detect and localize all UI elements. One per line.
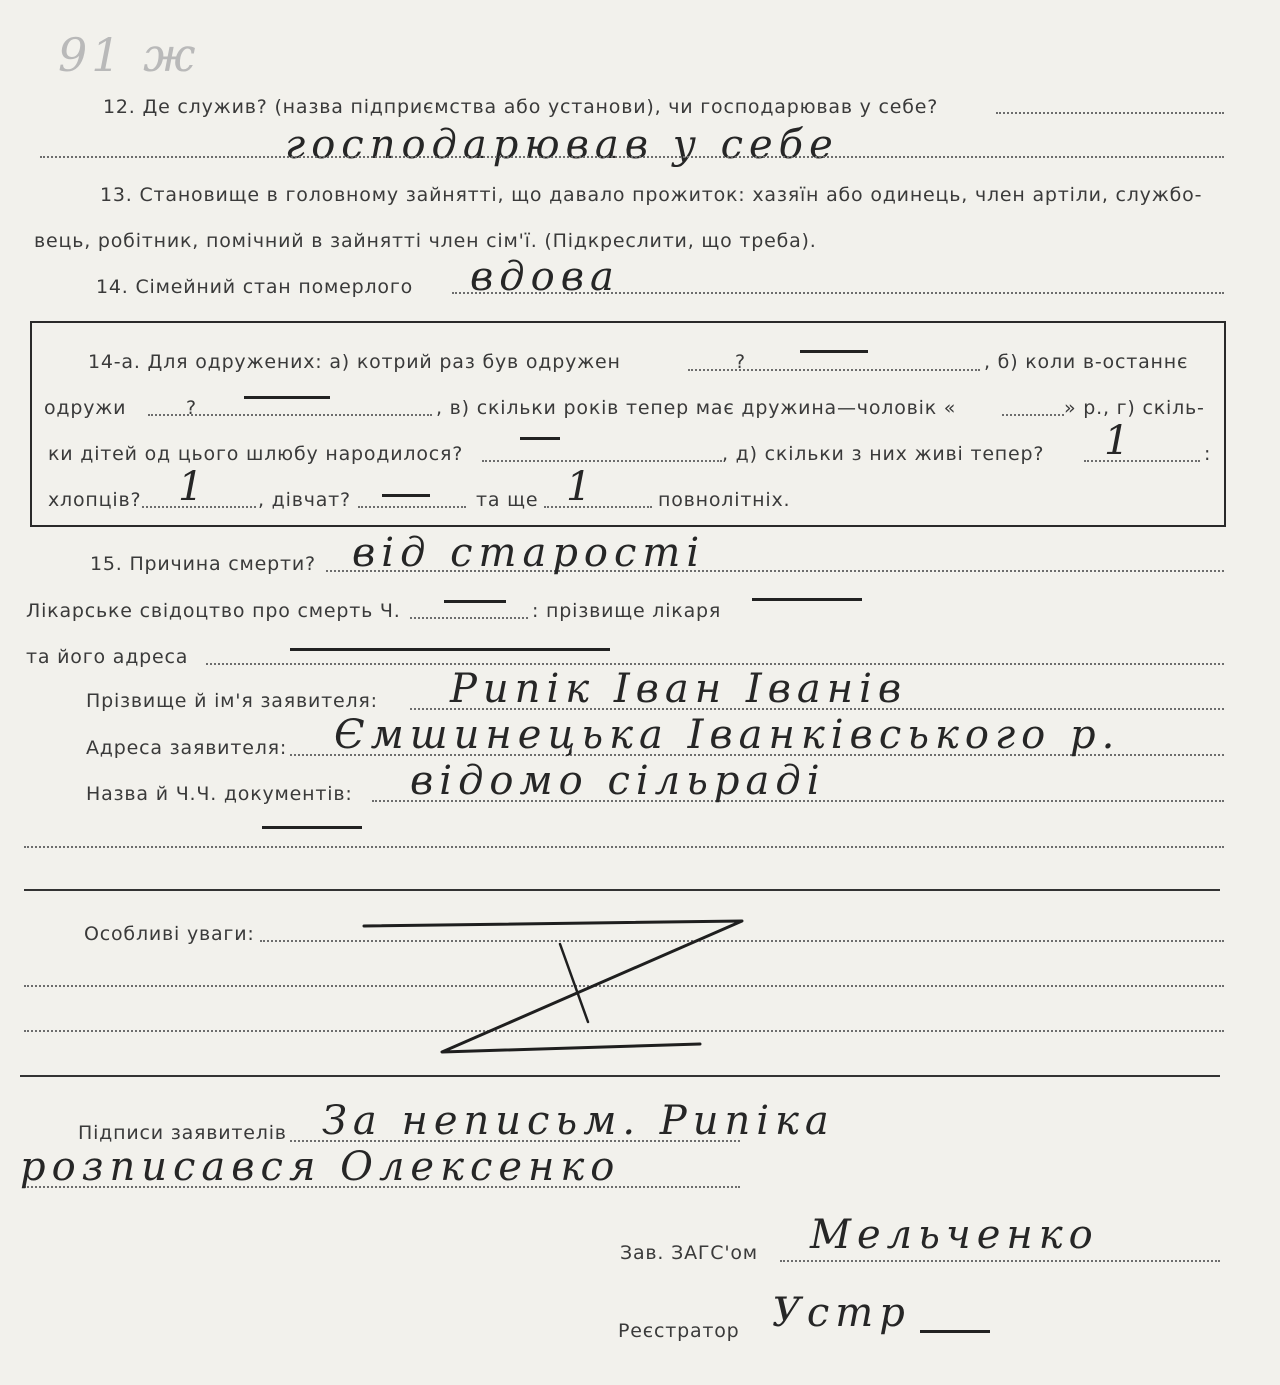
q14a-line3-a: ки дітей од цього шлюбу народилося? [48, 443, 464, 465]
q15-answer: від старості [352, 530, 706, 576]
head-signature: Мельченко [810, 1212, 1099, 1258]
q14a-line3-c: : [1204, 443, 1212, 465]
q14a-line2-c: , в) скільки років тепер має дружина—чоловік « [436, 397, 957, 419]
q14a-line2-a: одружи [44, 397, 127, 419]
q13-line1: 13. Становище в головному зайнятті, що давало прожиток: хазяїн або одинець, член артіли, службо- [100, 184, 1203, 206]
applicant-address: Ємшинецька Іванківського р. [334, 712, 1121, 758]
q15-label: 15. Причина смерти? [90, 553, 316, 575]
q14a-line4-d: повнолітніх. [658, 489, 791, 511]
q14-answer: вдова [470, 254, 620, 300]
section-divider-2 [20, 1075, 1220, 1077]
applicant-name: Рипік Іван Іванів [450, 666, 908, 712]
q14a-more-answer: 1 [566, 464, 598, 510]
applicant-address-label: Адреса заявителя: [86, 737, 288, 759]
q13-line2: вець, робітник, помічний в зайнятті член сім'ї. (Підкреслити, що треба). [34, 230, 817, 252]
head-sign-line [780, 1260, 1220, 1262]
signature-line-2: розписався Олексенко [20, 1144, 621, 1190]
applicant-docs: відомо сільраді [410, 758, 826, 804]
q14a-line3-b: , д) скільки з них живі тепер? [722, 443, 1045, 465]
applicant-docs-label: Назва й Ч.Ч. документів: [86, 783, 353, 805]
q14a-line2-d: » р., г) скіль- [1064, 397, 1205, 419]
archive-mark: 91 ж [58, 28, 200, 82]
q14-label: 14. Сімейний стан померлого [96, 276, 414, 298]
signatures-label: Підписи заявителів [78, 1122, 287, 1144]
applicant-name-label: Прізвище й ім'я заявителя: [86, 690, 378, 712]
head-label: Зав. ЗАГС'ом [620, 1242, 758, 1264]
registrar-label: Реєстратор [618, 1320, 740, 1342]
q14a-line1-b: ? [735, 351, 746, 373]
q14a-alive-answer: 1 [1104, 418, 1136, 464]
registrar-sign-underline [920, 1330, 990, 1333]
q14a-line4-a: хлопців? [48, 489, 142, 511]
q12-label: 12. Де служив? (назва підприємства або установи), чи господарював у себе? [103, 96, 939, 118]
signature-line-1: За неписьм. Рипіка [322, 1098, 835, 1144]
notes-label: Особливі уваги: [84, 923, 255, 945]
q14a-line1-c: , б) коли в-останнє [984, 351, 1189, 373]
q12-answer: господарював у себе [285, 122, 839, 168]
medical-label-b: : прізвище лікаря [532, 600, 722, 622]
q14a-line2-b: ? [186, 397, 197, 419]
medical-label-a: Лікарське свідоцтво про смерть Ч. [26, 600, 401, 622]
q14a-line4-c: та ще [476, 489, 539, 511]
q14a-line1-a: 14-а. Для одружених: а) котрий раз був одружен [88, 351, 621, 373]
q14a-line4-b: , дівчат? [258, 489, 351, 511]
medical-address-label: та його адреса [26, 646, 189, 668]
registrar-signature: Устр [772, 1290, 911, 1336]
q14a-boys-answer: 1 [178, 464, 210, 510]
